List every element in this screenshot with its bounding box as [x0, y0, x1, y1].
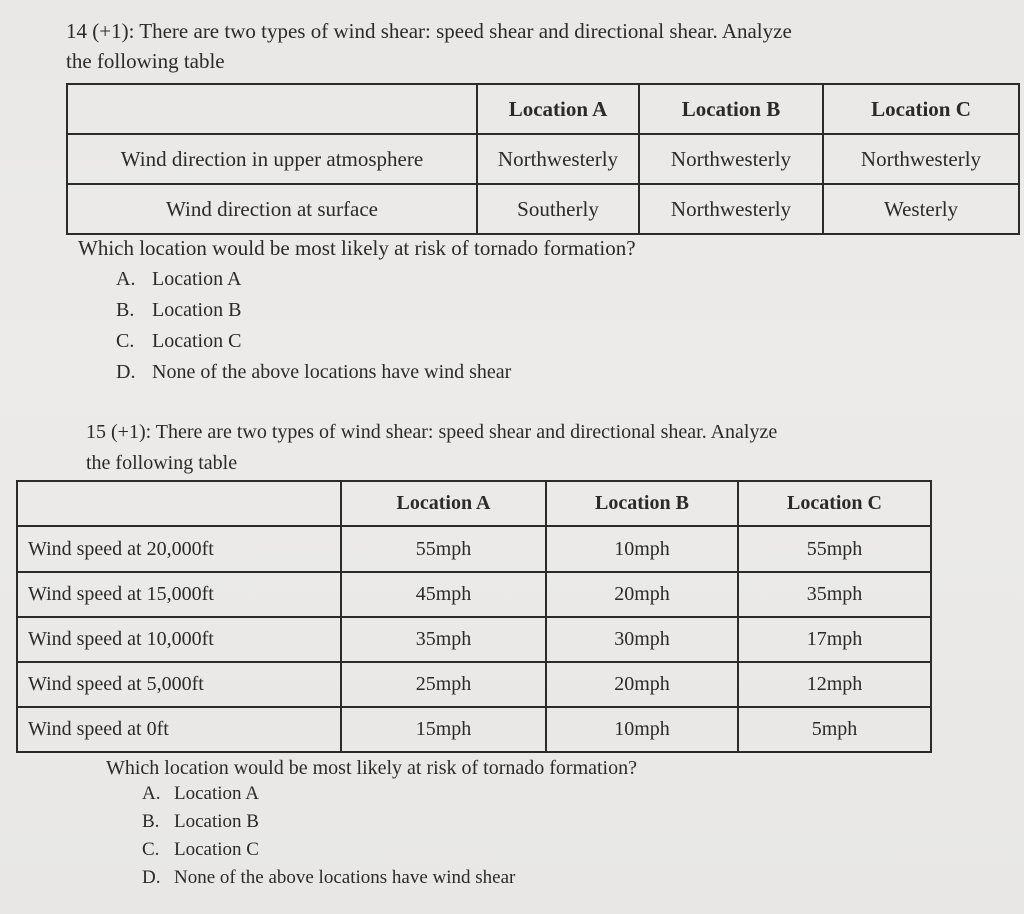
choice-letter: B. — [116, 299, 135, 321]
q14-choice-b[interactable] — [116, 295, 511, 326]
q15-choice-b[interactable] — [142, 808, 515, 836]
q15-cell: 20mph — [546, 572, 738, 617]
q15-row-label: Wind speed at 0ft — [17, 707, 341, 752]
q15-intro-line2: the following table — [86, 452, 238, 474]
q15-cell: 5mph — [738, 707, 931, 752]
q15-cell: 10mph — [546, 526, 738, 572]
q14-intro-line1: 14 (+1): There are two types of wind shear: speed shear and directional shear. Analyze — [66, 19, 792, 43]
q15-choice-c[interactable] — [142, 836, 515, 864]
q15-choices — [142, 780, 515, 892]
q14-cell: Southerly — [477, 184, 639, 234]
q15-header-location-b: Location B — [546, 481, 738, 526]
q15-header-location-a: Location A — [341, 481, 546, 526]
q14-cell: Northwesterly — [477, 134, 639, 184]
q14-header-location-b: Location B — [639, 84, 823, 134]
q15-row-label: Wind speed at 15,000ft — [17, 572, 341, 617]
q14-row-label: Wind direction in upper atmosphere — [67, 134, 477, 184]
q14-choice-d[interactable] — [116, 357, 511, 388]
q14-cell: Westerly — [823, 184, 1019, 234]
table-row — [17, 617, 931, 662]
choice-letter: A. — [116, 268, 136, 290]
table-row — [67, 134, 1019, 184]
choice-text: Location C — [174, 839, 259, 860]
q14-prompt: Which location would be most likely at risk of tornado formation? — [78, 236, 636, 260]
q14-intro — [66, 16, 792, 76]
q15-header-location-c: Location C — [738, 481, 931, 526]
q14-cell: Northwesterly — [823, 134, 1019, 184]
q15-intro — [86, 417, 777, 479]
table-row — [67, 184, 1019, 234]
q14-intro-line2: the following table — [66, 49, 225, 73]
q15-cell: 10mph — [546, 707, 738, 752]
choice-text: Location B — [174, 811, 259, 832]
q15-row-label: Wind speed at 20,000ft — [17, 526, 341, 572]
choice-text: None of the above locations have wind shear — [174, 867, 516, 888]
q15-cell: 17mph — [738, 617, 931, 662]
choice-text: None of the above locations have wind shear — [152, 361, 512, 383]
q14-choice-c[interactable] — [116, 326, 511, 357]
q15-row-label: Wind speed at 10,000ft — [17, 617, 341, 662]
choice-letter: A. — [142, 783, 161, 804]
q15-table — [16, 480, 932, 753]
table-row — [17, 526, 931, 572]
q15-cell: 55mph — [341, 526, 546, 572]
q15-cell: 25mph — [341, 662, 546, 707]
choice-letter: D. — [142, 867, 161, 888]
choice-letter: B. — [142, 811, 160, 832]
q15-cell: 15mph — [341, 707, 546, 752]
choice-text: Location C — [152, 330, 242, 352]
q15-prompt: Which location would be most likely at risk of tornado formation? — [106, 757, 637, 779]
choice-text: Location A — [152, 268, 242, 290]
q15-intro-line1: 15 (+1): There are two types of wind shear: speed shear and directional shear. Analyze — [86, 421, 778, 443]
q15-cell: 45mph — [341, 572, 546, 617]
q15-cell: 55mph — [738, 526, 931, 572]
table-row — [17, 662, 931, 707]
q15-table-header-row — [17, 481, 931, 526]
q14-choices — [116, 264, 511, 388]
q15-cell: 20mph — [546, 662, 738, 707]
table-row — [17, 707, 931, 752]
choice-letter: D. — [116, 361, 136, 383]
choice-letter: C. — [116, 330, 135, 352]
choice-text: Location A — [174, 783, 259, 804]
q15-row-label: Wind speed at 5,000ft — [17, 662, 341, 707]
q15-cell: 35mph — [738, 572, 931, 617]
choice-letter: C. — [142, 839, 160, 860]
q15-cell: 12mph — [738, 662, 931, 707]
q15-header-blank — [17, 481, 341, 526]
q15-cell: 30mph — [546, 617, 738, 662]
choice-text: Location B — [152, 299, 242, 321]
q14-row-label: Wind direction at surface — [67, 184, 477, 234]
q15-cell: 35mph — [341, 617, 546, 662]
q14-header-location-c: Location C — [823, 84, 1019, 134]
q14-table-header-row — [67, 84, 1019, 134]
q14-table — [66, 83, 1020, 235]
q15-choice-d[interactable] — [142, 864, 515, 892]
q14-cell: Northwesterly — [639, 134, 823, 184]
q14-header-blank — [67, 84, 477, 134]
q14-header-location-a: Location A — [477, 84, 639, 134]
q14-choice-a[interactable] — [116, 264, 511, 295]
q14-cell: Northwesterly — [639, 184, 823, 234]
q15-choice-a[interactable] — [142, 780, 515, 808]
table-row — [17, 572, 931, 617]
